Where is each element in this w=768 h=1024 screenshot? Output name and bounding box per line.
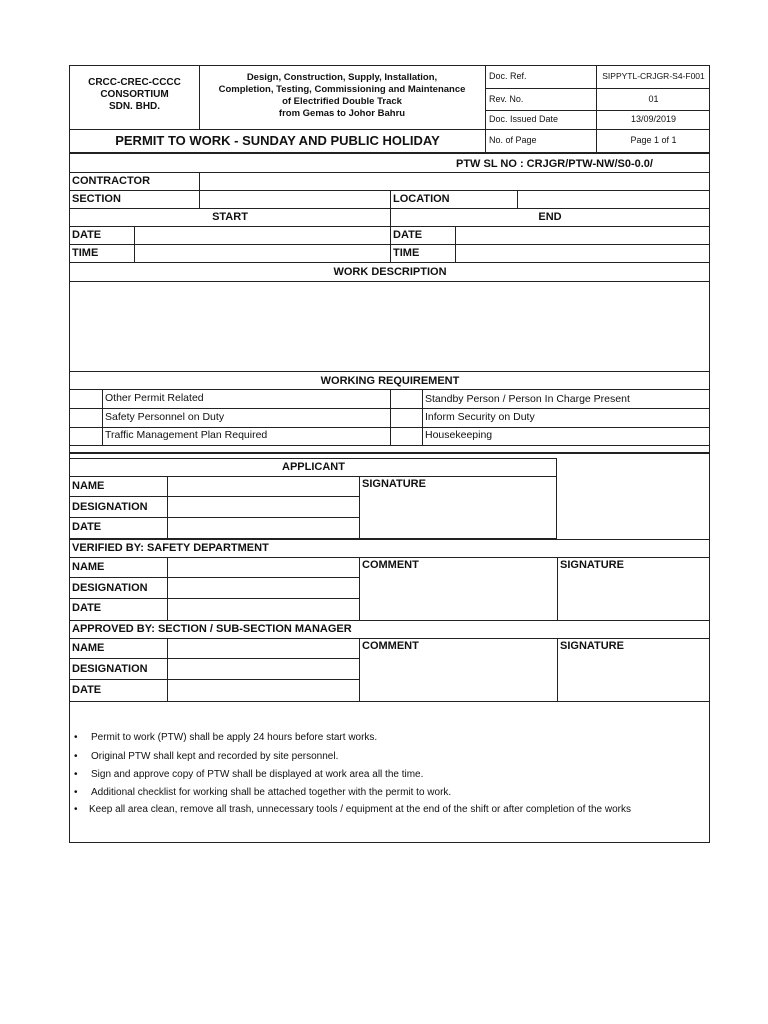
divider: [199, 172, 200, 190]
note-item: Permit to work (PTW) shall be apply 24 hours before start works.: [91, 732, 378, 743]
requirement-checkbox[interactable]: [391, 390, 422, 408]
divider: [69, 517, 359, 518]
requirement-checkbox[interactable]: [391, 428, 422, 445]
requirement-checkbox[interactable]: [391, 409, 422, 427]
divider: [69, 638, 710, 639]
end-heading: END: [538, 211, 562, 223]
bullet-icon: •: [74, 732, 78, 743]
divider: [455, 226, 456, 262]
divider: [359, 638, 360, 701]
contractor-label: CONTRACTOR: [72, 175, 151, 187]
divider: [69, 539, 710, 540]
bullet-icon: •: [74, 787, 78, 798]
divider: [390, 208, 391, 262]
doc-ref-label: Doc. Ref.: [489, 71, 527, 81]
applicant-name-label: NAME: [72, 480, 105, 492]
verified-comment-label: COMMENT: [362, 559, 419, 571]
note-item: Original PTW shall kept and recorded by site personnel.: [91, 751, 339, 762]
approved-name-label: NAME: [72, 642, 105, 654]
end-date-label: DATE: [393, 229, 423, 241]
divider: [69, 129, 710, 130]
work-description-heading: WORK DESCRIPTION: [333, 266, 447, 278]
divider: [485, 65, 486, 153]
divider: [557, 638, 558, 701]
rev-label: Rev. No.: [489, 94, 524, 104]
requirement-checkbox[interactable]: [70, 428, 102, 445]
divider: [69, 679, 359, 680]
divider: [69, 476, 557, 477]
divider: [69, 598, 359, 599]
divider: [199, 190, 200, 208]
start-heading: START: [212, 211, 248, 223]
requirement-label: Housekeeping: [425, 429, 493, 441]
verified-date-label: DATE: [72, 602, 102, 614]
divider: [517, 190, 518, 208]
issued-label: Doc. Issued Date: [489, 114, 559, 124]
verified-designation-label: DESIGNATION: [72, 582, 148, 594]
divider: [359, 476, 360, 539]
divider: [69, 658, 359, 659]
working-requirement-heading: WORKING REQUIREMENT: [320, 375, 460, 387]
issued-value: 13/09/2019: [630, 114, 677, 124]
divider: [167, 476, 168, 539]
divider: [557, 557, 558, 620]
divider: [69, 262, 710, 263]
bullet-icon: •: [74, 804, 78, 815]
approved-signature-label: SIGNATURE: [560, 640, 624, 652]
doc-ref-value: SIPPYTL-CRJGR-S4-F001: [602, 71, 705, 81]
work-description-area[interactable]: [70, 282, 710, 371]
bullet-icon: •: [74, 751, 78, 762]
applicant-heading: APPLICANT: [282, 461, 345, 473]
verified-name-label: NAME: [72, 561, 105, 573]
pages-label: No. of Page: [489, 135, 537, 145]
approved-date-label: DATE: [72, 684, 102, 696]
divider: [102, 389, 103, 445]
divider: [69, 445, 710, 446]
divider: [69, 701, 710, 702]
divider: [485, 88, 710, 89]
company-name: CRCC-CREC-CCCC CONSORTIUM SDN. BHD.: [88, 77, 181, 112]
divider: [69, 371, 710, 372]
approved-heading: APPROVED BY: SECTION / SUB-SECTION MANAGER: [72, 623, 352, 635]
start-time-label: TIME: [72, 247, 99, 259]
requirement-label: Standby Person / Person In Charge Present: [425, 393, 630, 405]
note-item: Keep all area clean, remove all trash, unnecessary tools / equipment at the end of the shift or after completion of the works: [89, 804, 631, 815]
applicant-designation-label: DESIGNATION: [72, 501, 148, 513]
divider: [390, 190, 391, 208]
ptw-serial-number: PTW SL NO : CRJGR/PTW-NW/S0-0.0/: [456, 158, 653, 170]
note-item: Sign and approve copy of PTW shall be displayed at work area all the time.: [91, 769, 424, 780]
verified-signature-label: SIGNATURE: [560, 559, 624, 571]
approved-comment-label: COMMENT: [362, 640, 419, 652]
divider: [485, 110, 710, 111]
bullet-icon: •: [74, 769, 78, 780]
requirement-label: Other Permit Related: [105, 392, 204, 404]
verified-heading: VERIFIED BY: SAFETY DEPARTMENT: [72, 542, 269, 554]
rev-value: 01: [648, 94, 659, 104]
divider: [134, 226, 135, 262]
form-title: PERMIT TO WORK - SUNDAY AND PUBLIC HOLIDAY: [115, 133, 440, 148]
applicant-date-label: DATE: [72, 521, 102, 533]
divider: [167, 557, 168, 620]
divider: [69, 557, 710, 558]
pages-value: Page 1 of 1: [630, 135, 677, 145]
requirement-checkbox[interactable]: [70, 409, 102, 427]
requirement-label: Traffic Management Plan Required: [105, 429, 268, 441]
note-item: Additional checklist for working shall be attached together with the permit to work.: [91, 787, 452, 798]
divider: [359, 557, 360, 620]
divider: [69, 577, 359, 578]
requirement-label: Inform Security on Duty: [425, 411, 535, 423]
divider: [422, 389, 423, 445]
end-time-label: TIME: [393, 247, 420, 259]
location-label: LOCATION: [393, 193, 450, 205]
requirement-checkbox[interactable]: [70, 390, 102, 408]
start-date-label: DATE: [72, 229, 102, 241]
divider: [69, 172, 710, 173]
requirement-label: Safety Personnel on Duty: [105, 411, 225, 423]
section-label: SECTION: [72, 193, 121, 205]
divider: [69, 620, 710, 621]
applicant-signature-label: SIGNATURE: [362, 478, 426, 490]
approved-designation-label: DESIGNATION: [72, 663, 148, 675]
project-description: Design, Construction, Supply, Installation, Completion, Testing, Commissioning and Maintenance of Electrified Double Track from Gemas to Johor Bahru: [218, 72, 466, 119]
divider: [167, 638, 168, 701]
divider: [69, 496, 359, 497]
